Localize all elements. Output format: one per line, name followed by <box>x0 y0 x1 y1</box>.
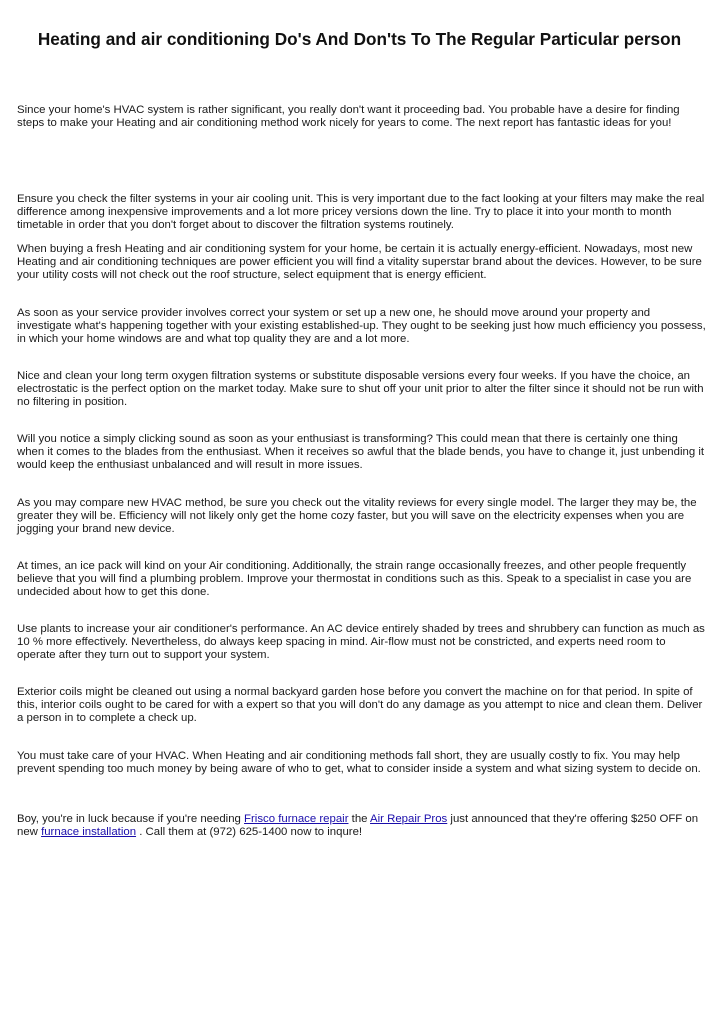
paragraph-clicking-sound: Will you notice a simply clicking sound as soon as your enthusiast is transforming? This could mean that there is certainly one thing when it comes to the blades from the enthusiast. When it receives so awful that the blade bends, you have to change it, just unbending it would keep the enthusiast unbalanced and will result in more issues. <box>17 433 705 472</box>
closing-text-2: the <box>348 813 371 825</box>
paragraph-ice-pack: At times, an ice pack will kind on your Air conditioning. Additionally, the strain range occasionally freezes, and other people frequently believe that you will find a plumbing problem. Improve your thermostat in conditions such as this. Speak to a specialist in case you are undecided about how to get this done. <box>17 560 692 599</box>
closing-text-4: . Call them at (972) 625-1400 now to inqure! <box>136 826 363 839</box>
closing-text-1: Boy, you're in luck because if you're needing <box>17 813 245 825</box>
furnace-installation-link[interactable]: furnace installation <box>41 826 137 839</box>
paragraph-vitality-reviews: As you may compare new HVAC method, be sure you check out the vitality reviews for every single model. The larger they may be, the greater they will be. Efficiency will not likely only get the home cozy faster, but you will save on the electricity expenses when you are jogging your brand new device. <box>17 497 697 536</box>
paragraph-take-care: You must take care of your HVAC. When Heating and air conditioning methods fall short, they are usually costly to fix. You may help prevent spending too much money by being aware of who to get, what to consider inside a system and what sizing system to decide on. <box>17 750 701 776</box>
paragraph-exterior-coils: Exterior coils might be cleaned out using a normal backyard garden hose before you convert the machine on for that period. In spite of this, interior coils ought to be cared for with a expert so that you will don't do any damage as you attempt to nice and clean them. Deliver a person in to complete a check up. <box>17 686 703 725</box>
paragraph-closing <box>17 813 707 839</box>
page-title: Heating and air conditioning Do's And Don'ts To The Regular Particular person <box>37 29 682 49</box>
paragraph-energy-efficient: When buying a fresh Heating and air conditioning system for your home, be certain it is actually energy-efficient. Nowadays, most new Heating and air conditioning techniques are power efficient you will find a vitality superstar brand about the devices. However, to be sure your utility costs will not check out the roof structure, select equipment that is energy efficient. <box>17 243 702 282</box>
paragraph-filters: Ensure you check the filter systems in your air cooling unit. This is very important due to the fact looking at your filters may make the real difference among inexpensive improvements and a lot more pricey versions down the line. Try to place it into your month to month timetable in order that you don't forget about to discover the filtration systems routinely. <box>17 193 705 232</box>
paragraph-service-provider: As soon as your service provider involves correct your system or set up a new one, he should move around your property and investigate what's happening together with your existing established-up. They ought to be seeking just how much efficiency you possess, in which your home windows are and what top quality they are and a lot more. <box>17 307 706 346</box>
paragraph-plants: Use plants to increase your air conditioner's performance. An AC device entirely shaded by trees and shrubbery can function as much as 10 % more effectively. Nevertheless, do always keep spacing in mind. Air-flow must not be constricted, and experts need room to operate after they turn out to support your system. <box>17 623 705 662</box>
paragraph-intro: Since your home's HVAC system is rather significant, you really don't want it proceeding bad. You probable have a desire for finding steps to make your Heating and air conditioning method work nicely for years to come. The next report has fantastic ideas for you! <box>17 104 680 130</box>
paragraph-filtration: Nice and clean your long term oxygen filtration systems or substitute disposable versions every four weeks. If you have the choice, an electrostatic is the perfect option on the market today. Make sure to shut off your unit prior to alter the filter since it should not be run with no filtering in position. <box>17 370 704 409</box>
closing-text-3: just announced that they're offering $250 OFF on new <box>17 813 699 839</box>
air-repair-pros-link[interactable]: Air Repair Pros <box>370 813 448 825</box>
frisco-furnace-repair-link[interactable]: Frisco furnace repair <box>244 813 349 825</box>
